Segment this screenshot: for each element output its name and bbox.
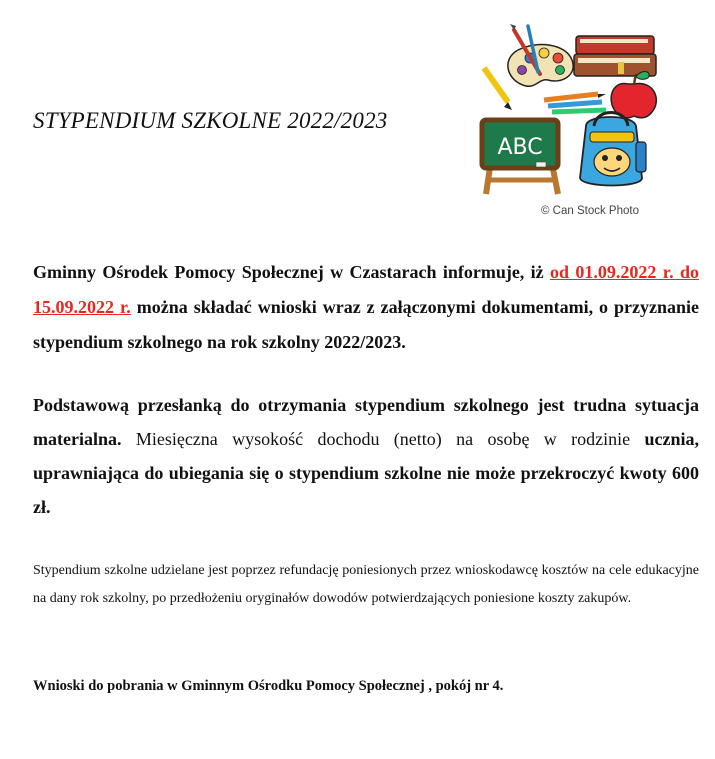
eligibility-normal: Miesięczna wysokość dochodu (netto) na osobę w rodzinie — [121, 429, 645, 449]
school-supplies-illustration — [478, 22, 668, 226]
palette-icon — [508, 24, 573, 86]
books-icon — [574, 36, 656, 76]
announcement-paragraph — [33, 255, 699, 360]
announcement-intro: Gminny Ośrodek Pomocy Społecznej w Czastarach informuje, iż — [33, 262, 551, 282]
eligibility-bold-end: ucznia, uprawniająca do ubiegania się o stypendium szkolne nie może przekroczyć kwoty 600 zł. — [33, 429, 699, 517]
forms-location-paragraph: Wnioski do pobrania w Gminnym Ośrodku Pomocy Społecznej , pokój nr 4. — [33, 678, 504, 694]
image-caption: © Can Stock Photo — [541, 205, 639, 217]
school-supplies-clipart — [478, 22, 668, 226]
eligibility-paragraph — [33, 388, 699, 524]
application-dates: od 01.09.2022 r. do 15.09.2022 r. — [33, 262, 699, 317]
apple-icon — [611, 72, 656, 118]
eligibility-bold-start: Podstawową przesłanką do otrzymania stypendium szkolnego jest trudna sytuacja materialna. — [33, 395, 699, 449]
chalkboard-letters: ABC — [497, 135, 543, 160]
backpack-icon — [580, 113, 646, 186]
refund-paragraph: Stypendium szkolne udzielane jest poprzez refundację poniesionych przez wnioskodawcę kosztów na cele edukacyjne na dany rok szkolny, po przedłożeniu oryginałów dowodów potwierdzających poniesione koszty zakupów. — [33, 563, 699, 606]
page-title: STYPENDIUM SZKOLNE 2022/2023 — [33, 108, 388, 133]
announcement-rest: można składać wnioski wraz z załączonymi dokumentami, o przyznanie stypendium szkolnego na rok szkolny 2022/2023. — [33, 297, 699, 352]
chalkboard-icon — [482, 120, 558, 194]
